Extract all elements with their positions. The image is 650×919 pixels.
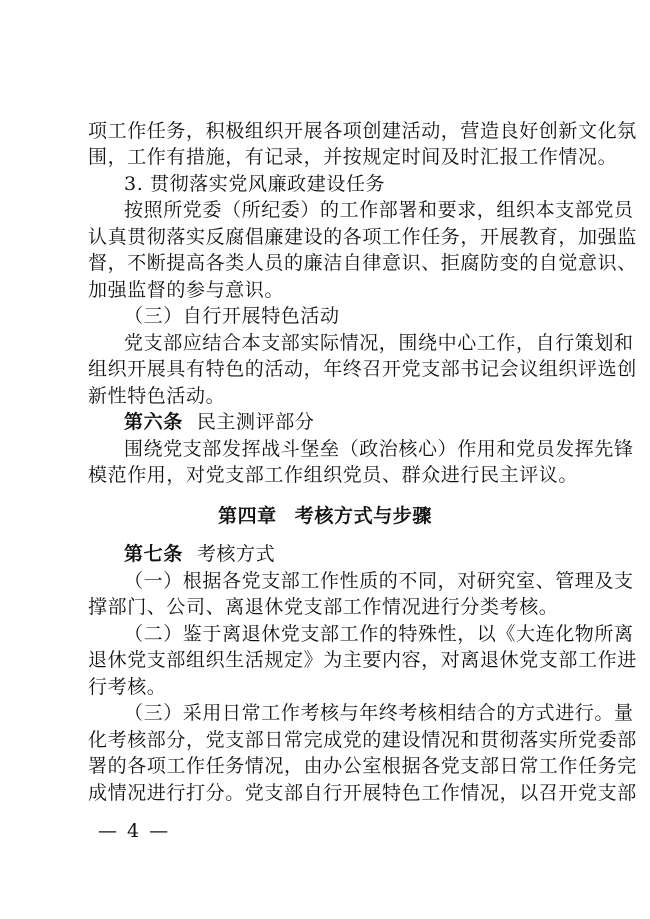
text-line: 加强监督的参与意识。 (88, 279, 285, 301)
chapter-title: 考核方式与步骤 (294, 505, 432, 527)
text-line: 按照所党委（所纪委）的工作部署和要求，组织本支部党员 (124, 199, 634, 221)
page-number: — 4 — (98, 820, 171, 842)
text-line: 退休党支部组织生活规定》为主要内容，对离退休党支部工作进 (88, 649, 637, 671)
text-line: 项工作任务，积极组织开展各项创建活动，营造良好创新文化氛 (88, 120, 637, 142)
article-seven-title: 考核方式 (196, 543, 276, 565)
text-line: 围绕党支部发挥战斗堡垒（政治核心）作用和党员发挥先锋 (124, 438, 634, 460)
article-seven-heading (124, 541, 558, 567)
text-line: 围，工作有措施，有记录，并按规定时间及时汇报工作情况。 (88, 146, 618, 168)
text-line: （一）根据各党支部工作性质的不同，对研究室、管理及支 (124, 570, 634, 592)
chapter-heading (0, 501, 650, 528)
text-line: 成情况进行打分。党支部自行开展特色工作情况，以召开党支部 (88, 782, 637, 804)
text-line: 党支部应结合本支部实际情况，围绕中心工作，自行策划和 (124, 332, 634, 354)
article-six-title: 民主测评部分 (196, 411, 315, 433)
text-line: 督，不断提高各类人员的廉洁自律意识、拒腐防变的自觉意识、 (88, 252, 637, 274)
text-line: 署的各项工作任务情况，由办公室根据各党支部日常工作任务完 (88, 755, 637, 777)
article-seven-label: 第七条 (124, 543, 183, 565)
text-line: 模范作用，对党支部工作组织党员、群众进行民主评议。 (88, 464, 579, 486)
text-line: （三）采用日常工作考核与年终考核相结合的方式进行。量 (124, 702, 634, 724)
text-line: 行考核。 (88, 676, 167, 698)
subsection-heading: 3. 贯彻落实党风廉政建设任务 (124, 173, 386, 195)
text-line: 组织开展具有特色的活动，年终召开党支部书记会议组织评选创 (88, 358, 637, 380)
text-line: 认真贯彻落实反腐倡廉建设的各项工作任务，开展教育，加强监 (88, 226, 637, 248)
article-six-heading (124, 409, 558, 435)
text-line: （二）鉴于离退休党支部工作的特殊性，以《大连化物所离 (124, 623, 634, 645)
text-line: 化考核部分，党支部日常完成党的建设情况和贯彻落实所党委部 (88, 729, 637, 751)
article-six-label: 第六条 (124, 411, 183, 433)
chapter-number: 第四章 (217, 505, 277, 527)
section-heading: （三）自行开展特色活动 (124, 305, 340, 327)
text-line: 撑部门、公司、离退休党支部工作情况进行分类考核。 (88, 596, 559, 618)
text-line: 新性特色活动。 (88, 385, 226, 407)
